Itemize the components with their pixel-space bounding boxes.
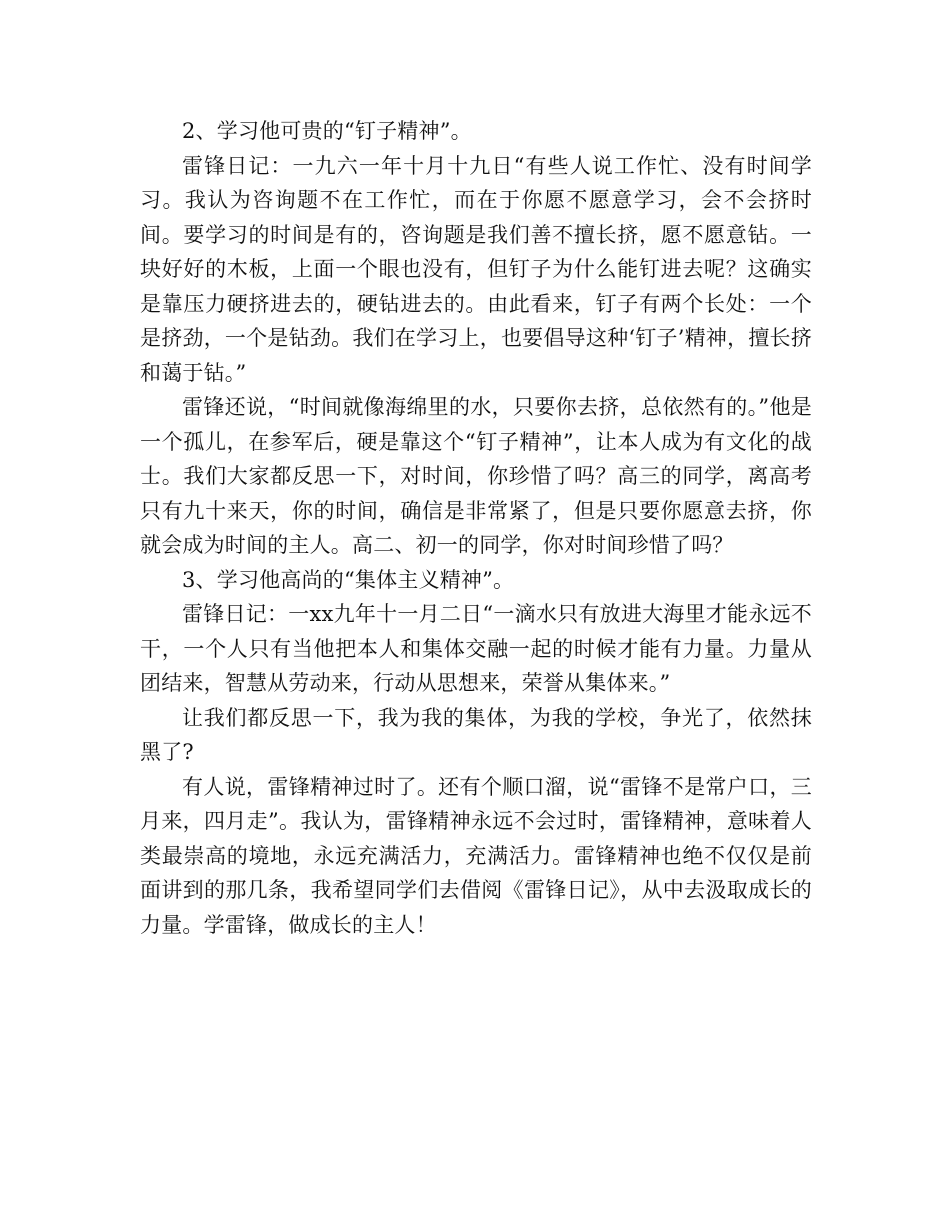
- section-heading-nail-spirit: 2、学习他可贵的“钉子精神”。: [182, 119, 472, 143]
- section-heading-collectivism: 3、学习他高尚的“集体主义精神”。: [182, 567, 515, 592]
- paragraph-diary-drop-of-water: 雷锋日记：一xx九年十一月二日“一滴水只有放进大海里才能永远不干，一个人只有当他把本人和集体交融一起的时候才能有力量。力量从团结来，智慧从劳动来，行动从思想来，荣誉从集体来。”: [140, 602, 812, 695]
- document-page: [140, 114, 812, 942]
- paragraph-reflection: 让我们都反思一下，我为我的集体，为我的学校，争光了，依然抹黑了?: [140, 705, 812, 764]
- paragraph-diary-1961: 雷锋日记：一九六一年十月十九日“有些人说工作忙、没有时间学习。我认为咨询题不在工作忙，而在于你愿不愿意学习，会不会挤时间。要学习的时间是有的，咨询题是我们善不擅长挤，愿不愿意钻。一块好好的木板，上面一个眼也没有，但钉子为什么能钉进去呢？这确实是靠压力硬挤进去的，硬钻进去的。由此看来，钉子有两个长处：一个是挤劲，一个是钻劲。我们在学习上，也要倡导这种‘钉子’精神，擅长挤和蔼于钻。”: [140, 153, 812, 385]
- paragraph-time-sponge: 雷锋还说，“时间就像海绵里的水，只要你去挤，总依然有的。”他是一个孤儿，在参军后，硬是靠这个“钉子精神”，让本人成为有文化的战士。我们大家都反思一下，对时间，你珍惜了吗？高三的同学，离高考只有九十来天，你的时间，确信是非常紧了，但是只要你愿意去挤，你就会成为时间的主人。高二、初一的同学，你对时间珍惜了吗？: [140, 395, 812, 557]
- paragraph-conclusion: 有人说，雷锋精神过时了。还有个顺口溜，说“雷锋不是常户口，三月来，四月走”。我认为，雷锋精神永远不会过时，雷锋精神，意味着人类最崇高的境地，永远充满活力，充满活力。雷锋精神也绝不仅仅是前面讲到的那几条，我希望同学们去借阅《雷锋日记》，从中去汲取成长的力量。学雷锋，做成长的主人！: [140, 774, 812, 937]
